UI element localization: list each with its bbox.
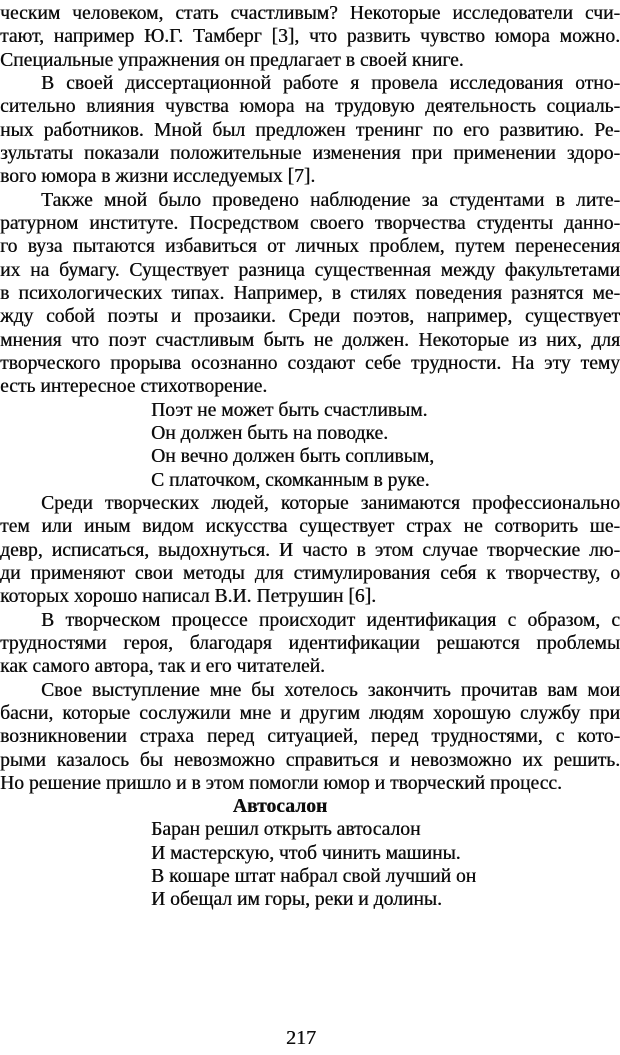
poem-line: И обещал им горы, реки и долины. bbox=[151, 889, 442, 911]
text-line: сительно влияния чувства юмора на трудовую деятельность социаль- bbox=[0, 96, 620, 118]
text-line: рыми казалось бы невозможно справиться и невозможно их решить. bbox=[0, 749, 620, 771]
text-line: Специальные упражнения он предлагает в своей книге. bbox=[0, 49, 464, 71]
text-line: мнения что поэт счастливым быть не должен. Некоторые из них, для bbox=[0, 329, 620, 351]
text-block bbox=[0, 2, 620, 912]
section-heading: Автосалон bbox=[232, 796, 328, 818]
text-line: есть интересное стихотворение. bbox=[0, 376, 268, 398]
text-line: тем или иным видом искусства существует страх не сотворить ше- bbox=[0, 516, 620, 538]
text-line: ратурном институте. Посредством своего творчества студенты данно- bbox=[0, 212, 620, 234]
poem-line: Он вечно должен быть сопливым, bbox=[151, 446, 435, 468]
poem-line: Он должен быть на поводке. bbox=[151, 422, 389, 444]
text-line: ди применяют свои методы для стимулирования себя к творчеству, о bbox=[0, 562, 620, 584]
text-line: басни, которые сослужили мне и другим людям хорошую службу при bbox=[0, 702, 620, 724]
text-line: го вуза пытаются избавиться от личных проблем, путем перенесения bbox=[0, 236, 620, 258]
text-line: Свое выступление мне бы хотелось закончить прочитав вам мои bbox=[41, 679, 620, 701]
text-line: которых хорошо написал В.И. Петрушин [6]. bbox=[0, 586, 377, 608]
text-line: девр, исписаться, выдохнуться. И часто в этом случае творческие лю- bbox=[0, 539, 620, 561]
text-line: В творческом процессе происходит идентификация с образом, с bbox=[41, 609, 620, 631]
text-line: ческим человеком, стать счастливым? Некоторые исследователи счи- bbox=[0, 3, 620, 24]
poem-line: Баран решил открыть автосалон bbox=[151, 819, 421, 841]
text-line: творческого прорыва осознанно создают себе трудности. На эту тему bbox=[0, 352, 620, 374]
text-line: Но решение пришло и в этом помогли юмор и творческий процесс. bbox=[0, 772, 562, 794]
poem-line: И мастерскую, чтоб чинить машины. bbox=[151, 842, 461, 864]
text-line: в психологических типах. Например, в стилях поведения разнятся ме- bbox=[0, 282, 620, 304]
text-line: В своей диссертационной работе я провела исследования отно- bbox=[41, 72, 620, 94]
poem-line: Поэт не может быть счастливым. bbox=[151, 399, 428, 421]
page-number: 217 bbox=[286, 1027, 316, 1049]
text-line: их на бумагу. Существует разница существенная между факультетами bbox=[0, 259, 620, 281]
text-line: Среди творческих людей, которые занимаются профессионально bbox=[41, 492, 620, 514]
poem-line: С платочком, скомканным в руке. bbox=[151, 469, 430, 491]
text-line: тают, например Ю.Г. Тамберг [3], что развить чувство юмора можно. bbox=[0, 26, 620, 48]
text-line: трудностями героя, благодаря идентификации решаются проблемы bbox=[0, 632, 620, 654]
text-line: как самого автора, так и его читателей. bbox=[0, 656, 325, 678]
text-line: жду собой поэты и прозаики. Среди поэтов, например, существует bbox=[0, 306, 620, 328]
text-line: зультаты показали положительные изменения при применении здоро- bbox=[0, 142, 620, 164]
text-line: вого юмора в жизни исследуемых [7]. bbox=[0, 166, 316, 188]
poem-line: В кошаре штат набрал свой лучший он bbox=[151, 866, 477, 888]
text-line: возникновении страха перед ситуацией, перед трудностями, с кото- bbox=[0, 726, 620, 748]
text-line: Также мной было проведено наблюдение за студентами в лите- bbox=[41, 189, 620, 211]
text-line: ных работников. Мной был предложен тренинг по его развитию. Ре- bbox=[0, 119, 620, 141]
